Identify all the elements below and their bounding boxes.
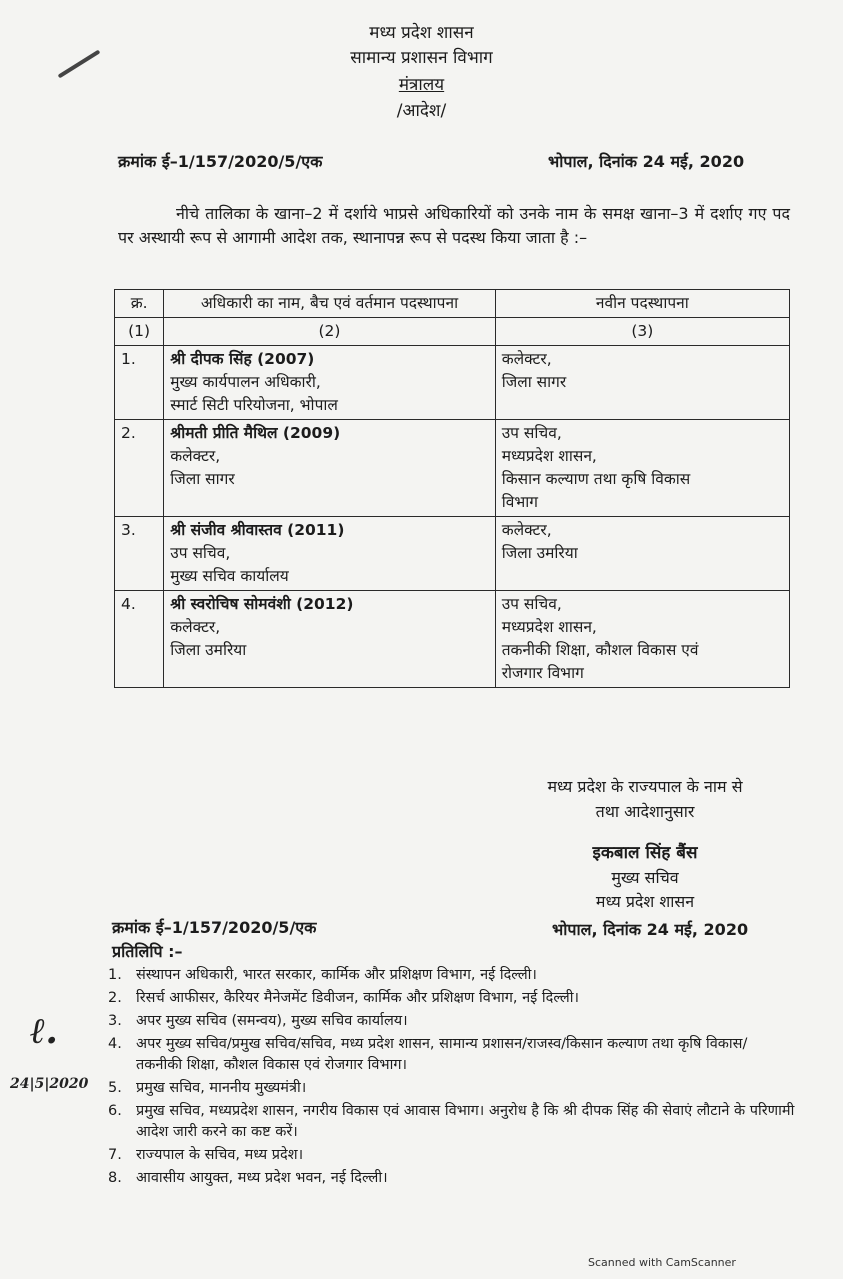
header-sno: क्र. (115, 290, 164, 318)
signatory-designation: मुख्य सचिव (611, 868, 679, 887)
signatory-office: मध्य प्रदेश शासन (595, 892, 695, 911)
col-number-3: (3) (495, 318, 789, 346)
list-item-text: आवासीय आयुक्त, मध्य प्रदेश भवन, नई दिल्ली। (136, 1170, 388, 1186)
row-sno: 1. (115, 346, 164, 420)
new-posting-line: मध्यप्रदेश शासन, (501, 447, 597, 465)
list-item (108, 1011, 798, 1032)
current-posting-line: जिला उमरिया (170, 641, 247, 659)
officer-name: श्री स्वरोचिष सोमवंशी (2012) (170, 595, 354, 613)
handwritten-date: 24|5|2020 (10, 1076, 89, 1092)
list-item-text: संस्थापन अधिकारी, भारत सरकार, कार्मिक और प्रशिक्षण विभाग, नई दिल्ली। (136, 967, 537, 983)
new-posting-line: कलेक्टर, (501, 521, 552, 539)
row-sno: 3. (115, 517, 164, 591)
row-officer (164, 346, 495, 420)
new-posting-line: उप सचिव, (501, 595, 562, 613)
row-new-posting (495, 591, 789, 688)
new-posting-line: उप सचिव, (501, 424, 562, 442)
new-posting-line: विभाग (501, 493, 538, 511)
list-item-text: प्रमुख सचिव, माननीय मुख्यमंत्री। (136, 1080, 307, 1096)
copy-order-number: क्रमांक ई–1/157/2020/5/एक (112, 918, 317, 937)
officer-name: श्रीमती प्रीति मैथिल (2009) (170, 424, 341, 442)
list-item-number: 5. (108, 1080, 122, 1096)
row-officer (164, 591, 495, 688)
posting-table (114, 289, 790, 688)
order-place-date: भोपाल, दिनांक 24 मई, 2020 (548, 152, 745, 171)
list-item-text: रिसर्च आफीसर, कैरियर मैनेजमेंट डिवीजन, कार्मिक और प्रशिक्षण विभाग, नई दिल्ली। (136, 990, 579, 1006)
row-new-posting (495, 346, 789, 420)
authority-line-2: तथा आदेशानुसार (595, 802, 695, 821)
list-item-text: प्रमुख सचिव, मध्यप्रदेश शासन, नगरीय विकास एवं आवास विभाग। अनुरोध है कि श्री दीपक सिंह की सेवाएं लौटाने के परिणामी आदेश जारी करने का कष्ट करें। (136, 1103, 795, 1140)
header-department: सामान्य प्रशासन विभाग (350, 48, 493, 68)
current-posting-line: जिला सागर (170, 470, 235, 488)
order-number: क्रमांक ई–1/157/2020/5/एक (118, 152, 323, 171)
header-government: मध्य प्रदेश शासन (369, 23, 474, 43)
list-item (108, 1168, 798, 1189)
new-posting-line: तकनीकी शिक्षा, कौशल विकास एवं (501, 641, 699, 659)
list-item-text: राज्यपाल के सचिव, मध्य प्रदेश। (136, 1147, 304, 1163)
row-new-posting (495, 517, 789, 591)
list-item (108, 1078, 798, 1099)
list-item-number: 4. (108, 1036, 122, 1052)
table-row (115, 517, 790, 591)
list-item-text: अपर मुख्य सचिव/प्रमुख सचिव/सचिव, मध्य प्रदेश शासन, सामान्य प्रशासन/राजस्व/किसान कल्याण तथा कृषि विकास/ तकनीकी शिक्षा, कौशल विकास एवं रोजगार विभाग। (136, 1036, 748, 1073)
list-item-number: 2. (108, 990, 122, 1006)
list-item-number: 3. (108, 1013, 122, 1029)
signatory-name: इकबाल सिंह बैंस (592, 843, 698, 863)
table-column-number-row (115, 318, 790, 346)
copy-list (108, 965, 798, 1191)
officer-name: श्री दीपक सिंह (2007) (170, 350, 315, 368)
table-row (115, 346, 790, 420)
table-header-row (115, 290, 790, 318)
header-ministry: मंत्रालय (398, 75, 445, 95)
list-item-text: अपर मुख्य सचिव (समन्वय), मुख्य सचिव कार्यालय। (136, 1013, 408, 1029)
list-item (108, 1145, 798, 1166)
current-posting-line: उप सचिव, (170, 544, 231, 562)
table-row (115, 591, 790, 688)
list-item (108, 988, 798, 1009)
list-item (108, 1101, 798, 1143)
scanner-watermark: Scanned with CamScanner (588, 1256, 736, 1269)
current-posting-line: कलेक्टर, (170, 618, 221, 636)
col-number-1: (1) (115, 318, 164, 346)
new-posting-line: जिला सागर (501, 373, 567, 391)
list-item-number: 8. (108, 1170, 122, 1186)
row-new-posting (495, 420, 789, 517)
list-item (108, 1034, 798, 1076)
handwritten-initial: ℓ. (30, 1010, 58, 1052)
current-posting-line: मुख्य सचिव कार्यालय (170, 567, 289, 585)
row-officer (164, 420, 495, 517)
current-posting-line: मुख्य कार्यपालन अधिकारी, (170, 373, 321, 391)
table-row (115, 420, 790, 517)
row-officer (164, 517, 495, 591)
authority-line-1: मध्य प्रदेश के राज्यपाल के नाम से (547, 777, 743, 796)
col-number-2: (2) (164, 318, 495, 346)
header-new-posting: नवीन पदस्थापना (495, 290, 789, 318)
intro-paragraph: नीचे तालिका के खाना–2 में दर्शाये भाप्रसे अधिकारियों को उनके नाम के समक्ष खाना–3 में दर्शाए गए पद पर अस्थायी रूप से आगामी आदेश तक, स्थानापन्न रूप से पदस्थ किया जाता है :– (118, 204, 790, 247)
header-officer: अधिकारी का नाम, बैच एवं वर्तमान पदस्थापना (164, 290, 495, 318)
new-posting-line: मध्यप्रदेश शासन, (501, 618, 597, 636)
new-posting-line: कलेक्टर, (501, 350, 552, 368)
current-posting-line: कलेक्टर, (170, 447, 221, 465)
new-posting-line: किसान कल्याण तथा कृषि विकास (501, 470, 691, 488)
new-posting-line: जिला उमरिया (501, 544, 578, 562)
row-sno: 2. (115, 420, 164, 517)
new-posting-line: रोजगार विभाग (501, 664, 584, 682)
list-item-number: 6. (108, 1103, 122, 1119)
current-posting-line: स्मार्ट सिटी परियोजना, भोपाल (170, 396, 338, 414)
copy-heading: प्रतिलिपि :– (112, 942, 183, 961)
officer-name: श्री संजीव श्रीवास्तव (2011) (170, 521, 345, 539)
list-item-number: 1. (108, 967, 122, 983)
row-sno: 4. (115, 591, 164, 688)
header-order-title: /आदेश/ (396, 101, 447, 121)
list-item (108, 965, 798, 986)
copy-place-date: भोपाल, दिनांक 24 मई, 2020 (552, 920, 749, 939)
list-item-number: 7. (108, 1147, 122, 1163)
